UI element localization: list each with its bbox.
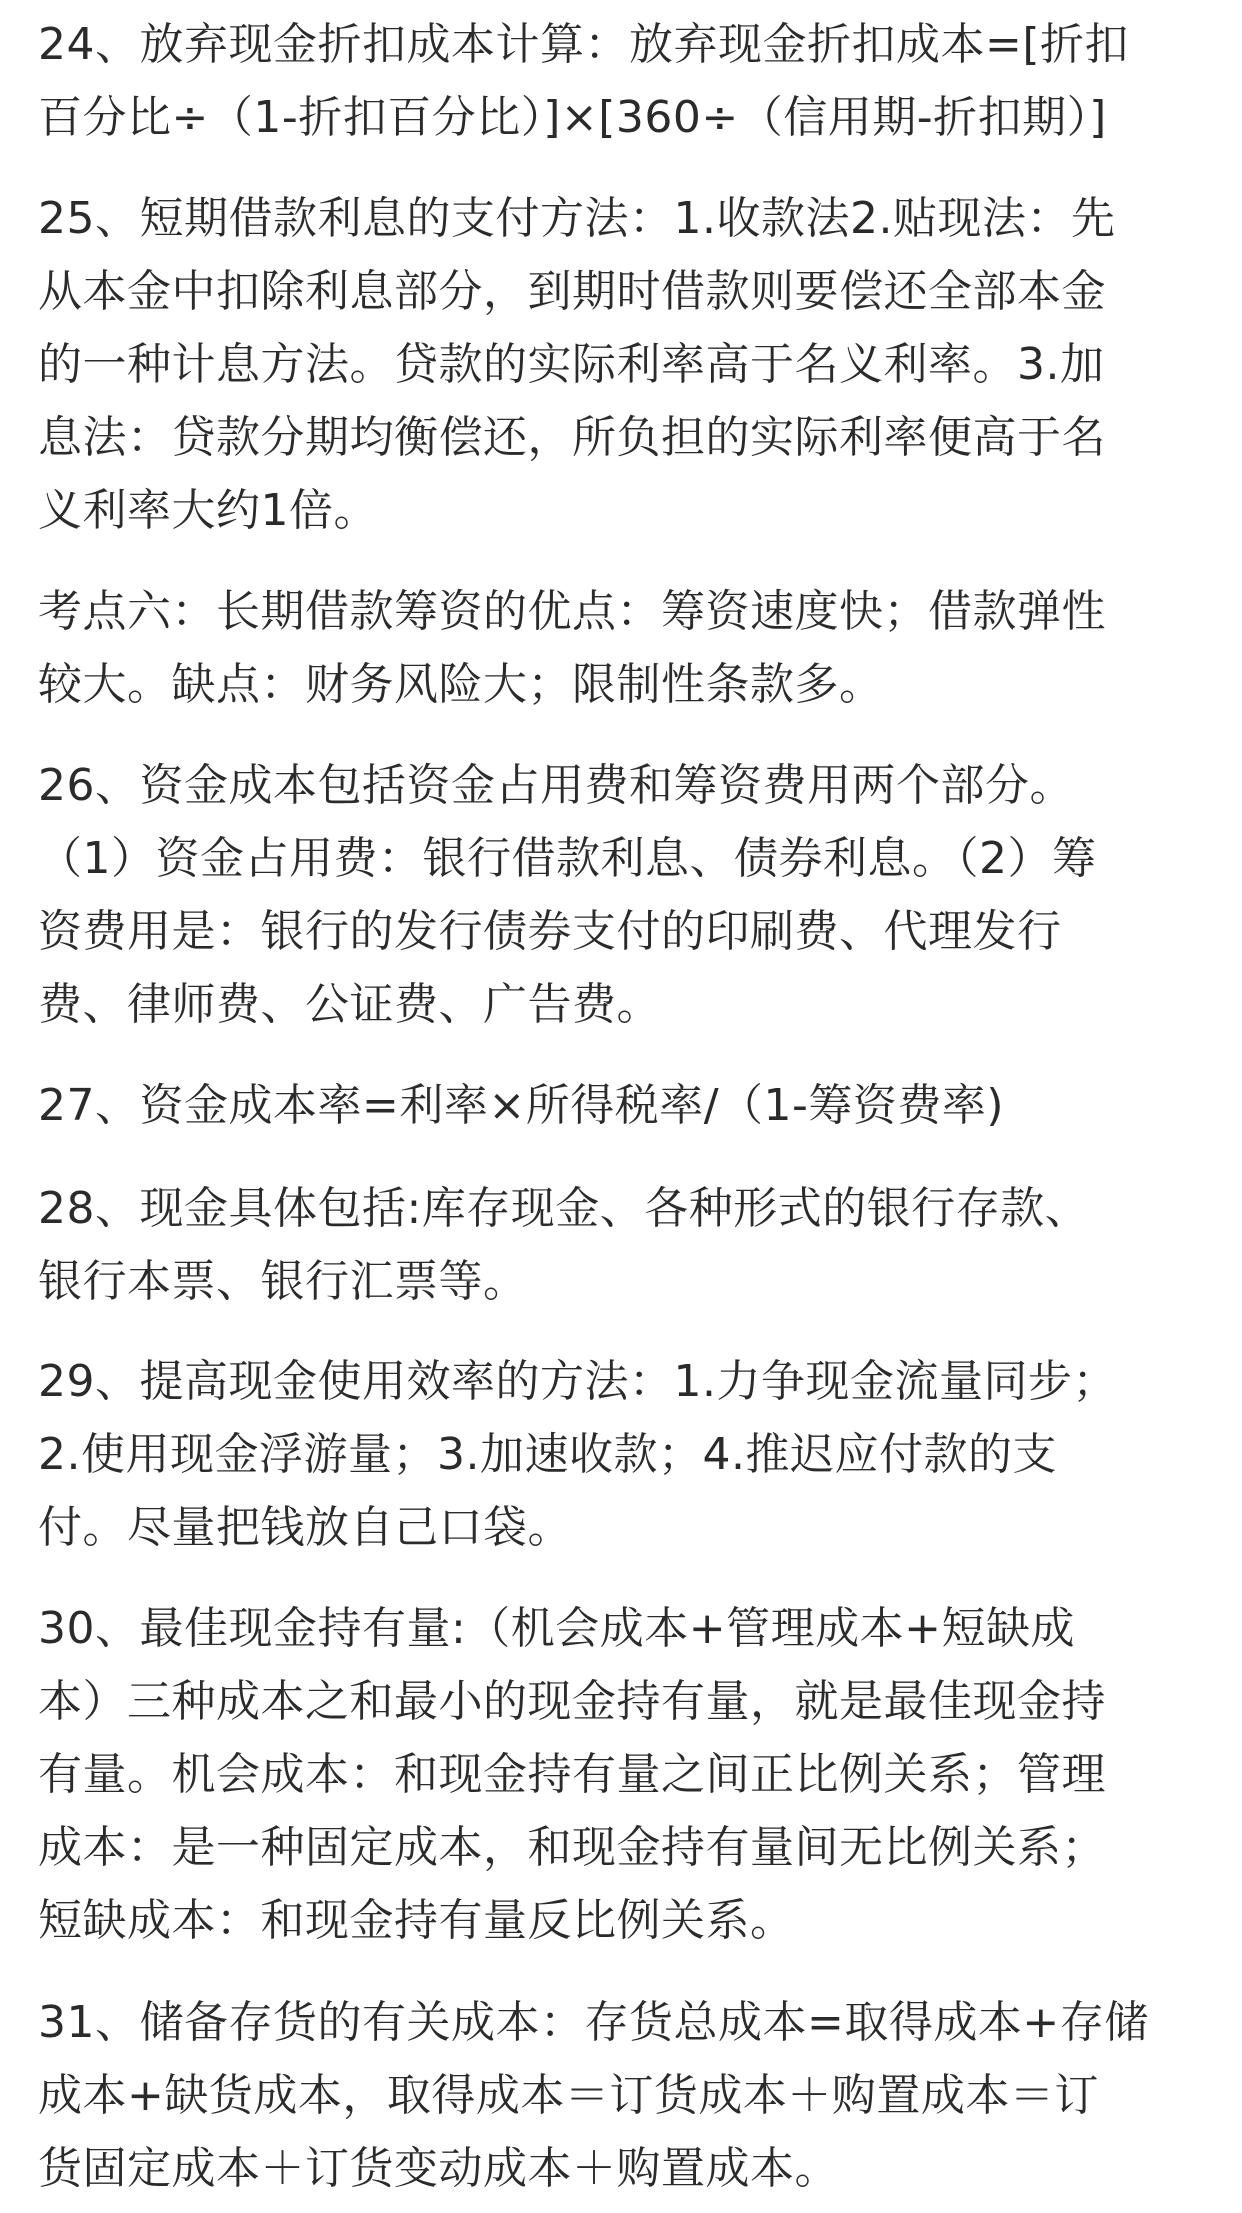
text-line: 百分比÷（1-折扣百分比）]×[360÷（信用期-折扣期）] — [38, 92, 1107, 143]
text-line: 付。尽量把钱放自己口袋。 — [38, 1502, 572, 1553]
text-line: 30、最佳现金持有量:（机会成本+管理成本+短缺成 — [38, 1603, 1076, 1654]
text-line: 27、资金成本率=利率×所得税率/（1-筹资费率) — [38, 1080, 1005, 1131]
text-line: 较大。缺点：财务风险大；限制性条款多。 — [38, 659, 884, 710]
text-line: 25、短期借款利息的支付方法：1.收款法2.贴现法：先 — [38, 193, 1116, 244]
text-line: 资费用是：银行的发行债券支付的印刷费、代理发行 — [38, 906, 1062, 957]
text-line: 本）三种成本之和最小的现金持有量，就是最佳现金持 — [38, 1676, 1106, 1727]
text-line: 有量。机会成本：和现金持有量之间正比例关系；管理 — [38, 1749, 1106, 1800]
text-line: 31、储备存货的有关成本：存货总成本=取得成本+存储 — [38, 1997, 1149, 2048]
text-line: 成本：是一种固定成本，和现金持有量间无比例关系； — [38, 1822, 1106, 1873]
paragraph-25-interest-payment — [38, 182, 1218, 547]
paragraph-27-capital-cost-rate — [38, 1069, 1218, 1142]
paragraph-30-optimal-cash — [38, 1592, 1218, 1957]
text-line: 29、提高现金使用效率的方法：1.力争现金流量同步； — [38, 1356, 1117, 1407]
text-line: 银行本票、银行汇票等。 — [38, 1256, 528, 1307]
text-line: 费、律师费、公证费、广告费。 — [38, 979, 661, 1030]
text-line: 考点六：长期借款筹资的优点：筹资速度快；借款弹性 — [38, 586, 1106, 637]
paragraph-29-cash-efficiency — [38, 1345, 1218, 1564]
text-line: （1）资金占用费：银行借款利息、债券利息。（2）筹 — [38, 833, 1097, 884]
paragraph-26-capital-cost — [38, 749, 1218, 1041]
text-line: 2.使用现金浮游量；3.加速收款；4.推迟应付款的支 — [38, 1429, 1057, 1480]
text-line: 货固定成本＋订货变动成本＋购置成本。 — [38, 2143, 839, 2194]
paragraph-24-discount-cost — [38, 8, 1218, 154]
text-line: 义利率大约1倍。 — [38, 485, 378, 536]
text-line: 从本金中扣除利息部分，到期时借款则要偿还全部本金 — [38, 266, 1106, 317]
text-line: 28、现金具体包括:库存现金、各种形式的银行存款、 — [38, 1183, 1090, 1234]
text-line: 成本+缺货成本，取得成本＝订货成本＋购置成本＝订 — [38, 2070, 1099, 2121]
text-line: 息法：贷款分期均衡偿还，所负担的实际利率便高于名 — [38, 412, 1106, 463]
paragraph-point-6-long-term-loan — [38, 575, 1218, 721]
text-line: 26、资金成本包括资金占用费和筹资费用两个部分。 — [38, 760, 1074, 811]
paragraph-28-cash-includes — [38, 1172, 1218, 1318]
text-line: 24、放弃现金折扣成本计算：放弃现金折扣成本=[折扣 — [38, 19, 1130, 70]
paragraph-31-inventory-cost — [38, 1986, 1218, 2205]
text-line: 的一种计息方法。贷款的实际利率高于名义利率。3.加 — [38, 339, 1105, 390]
text-line: 短缺成本：和现金持有量反比例关系。 — [38, 1895, 795, 1946]
